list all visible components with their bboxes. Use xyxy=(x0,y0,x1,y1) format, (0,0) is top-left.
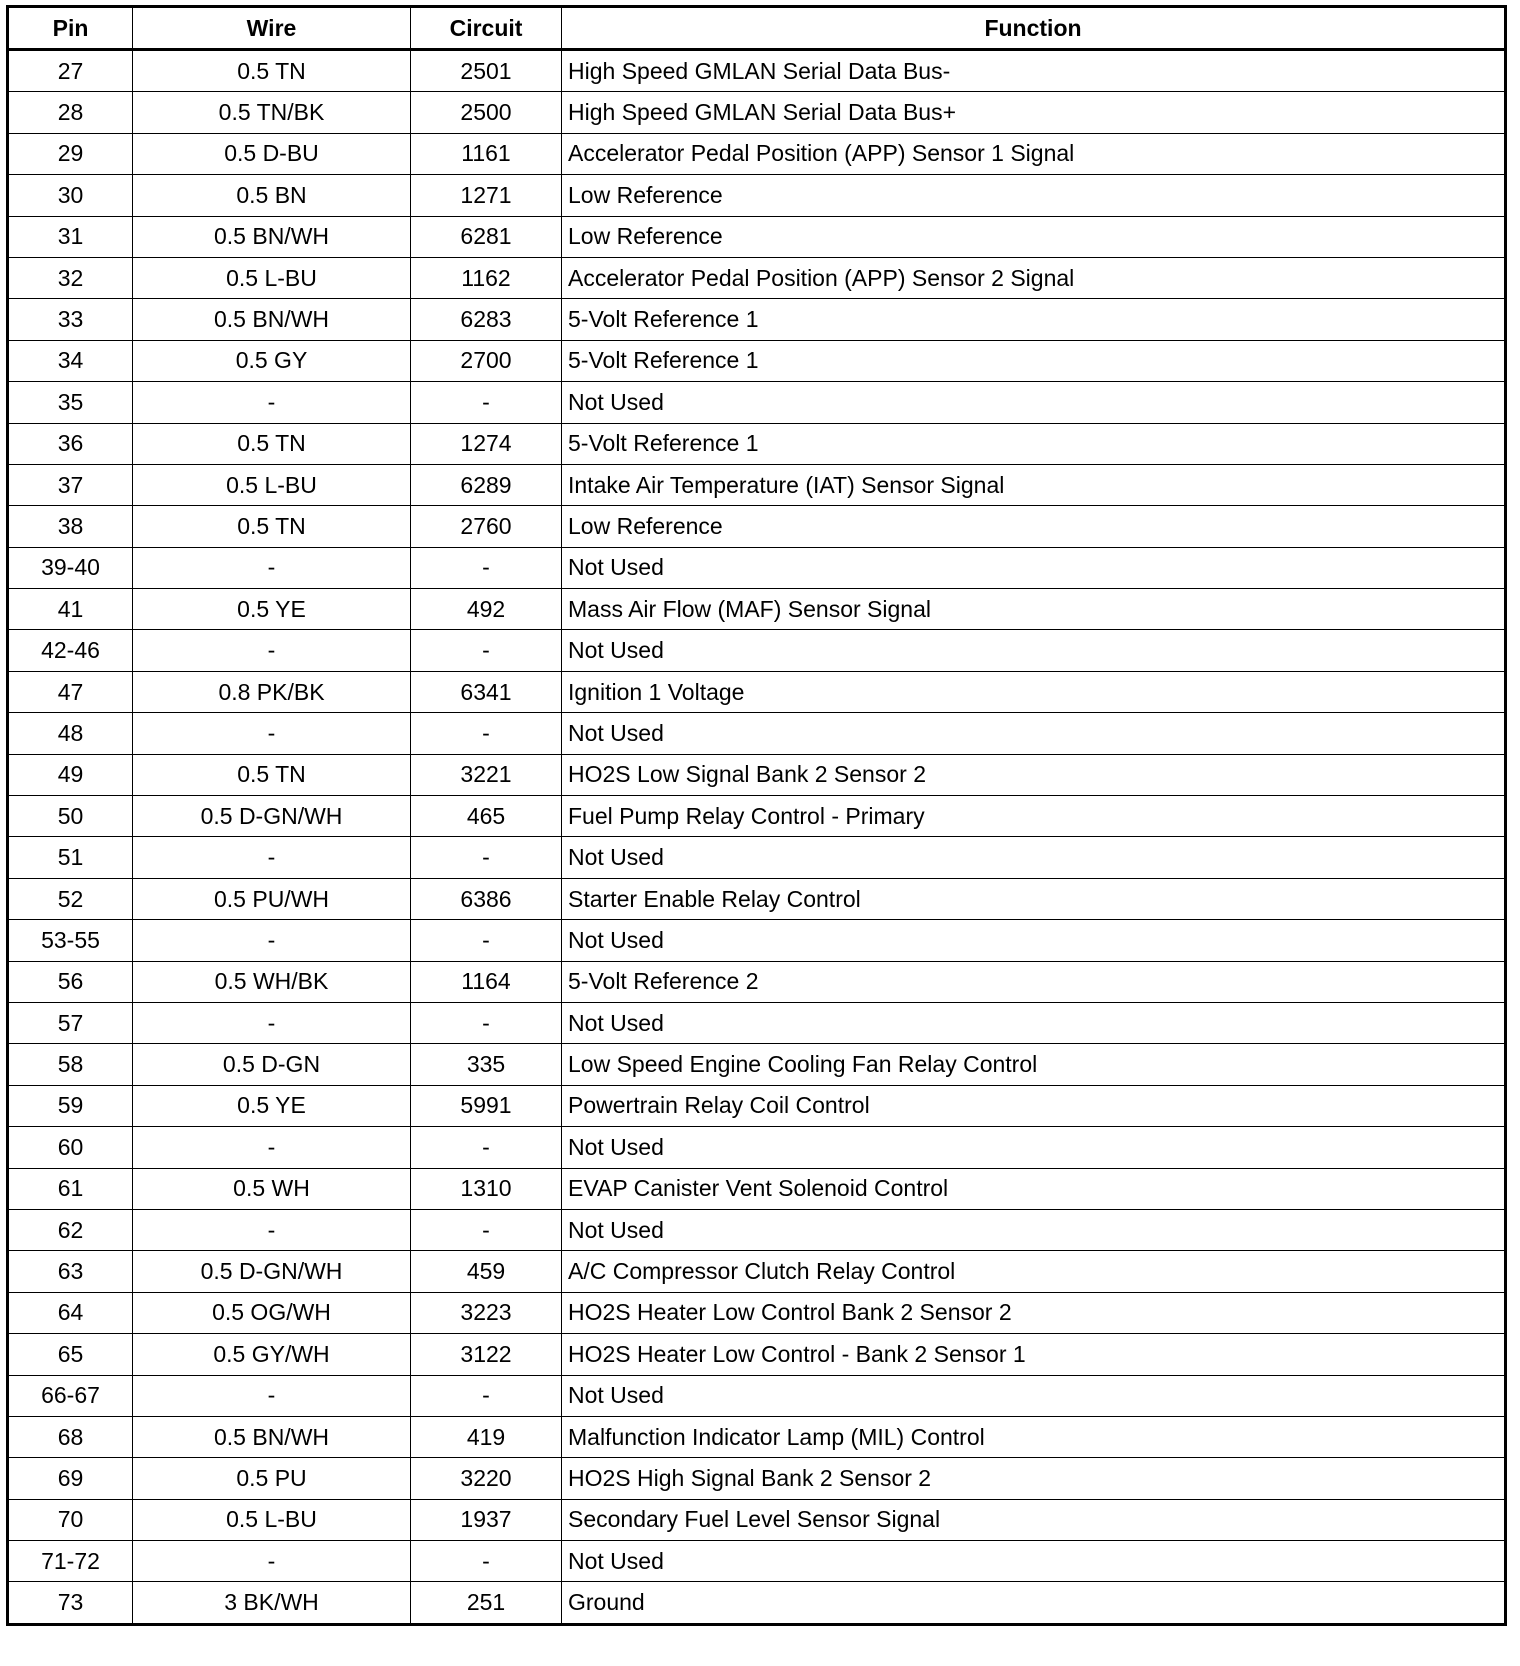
cell-circuit: 1937 xyxy=(411,1499,562,1540)
cell-circuit: 1161 xyxy=(411,133,562,174)
cell-wire: 0.5 WH xyxy=(133,1168,411,1209)
cell-function: 5-Volt Reference 1 xyxy=(562,299,1506,340)
cell-function: Not Used xyxy=(562,1127,1506,1168)
cell-circuit: 3220 xyxy=(411,1458,562,1499)
table-row xyxy=(8,1251,1506,1292)
table-row xyxy=(8,299,1506,340)
table-row xyxy=(8,175,1506,216)
cell-function: 5-Volt Reference 2 xyxy=(562,961,1506,1002)
cell-pin: 38 xyxy=(8,506,133,547)
connector-pinout-table xyxy=(6,5,1507,1626)
cell-pin: 34 xyxy=(8,340,133,381)
cell-wire: 0.5 TN/BK xyxy=(133,92,411,133)
cell-function: Low Speed Engine Cooling Fan Relay Control xyxy=(562,1044,1506,1085)
cell-function: Not Used xyxy=(562,1541,1506,1582)
table-row xyxy=(8,1582,1506,1624)
cell-function: Not Used xyxy=(562,837,1506,878)
cell-wire: - xyxy=(133,1375,411,1416)
cell-wire: 0.5 PU xyxy=(133,1458,411,1499)
cell-pin: 66-67 xyxy=(8,1375,133,1416)
cell-circuit: - xyxy=(411,837,562,878)
table-row xyxy=(8,1002,1506,1043)
cell-circuit: - xyxy=(411,713,562,754)
cell-circuit: 1271 xyxy=(411,175,562,216)
table-row xyxy=(8,133,1506,174)
cell-circuit: 3122 xyxy=(411,1334,562,1375)
cell-circuit: 2500 xyxy=(411,92,562,133)
cell-wire: - xyxy=(133,630,411,671)
cell-pin: 37 xyxy=(8,464,133,505)
cell-pin: 52 xyxy=(8,878,133,919)
table-row xyxy=(8,1292,1506,1333)
cell-function: HO2S Heater Low Control Bank 2 Sensor 2 xyxy=(562,1292,1506,1333)
cell-circuit: 1274 xyxy=(411,423,562,464)
cell-wire: 0.5 TN xyxy=(133,423,411,464)
cell-circuit: 492 xyxy=(411,589,562,630)
table-row xyxy=(8,796,1506,837)
cell-pin: 35 xyxy=(8,382,133,423)
table-row xyxy=(8,340,1506,381)
cell-pin: 70 xyxy=(8,1499,133,1540)
cell-function: A/C Compressor Clutch Relay Control xyxy=(562,1251,1506,1292)
cell-function: Malfunction Indicator Lamp (MIL) Control xyxy=(562,1416,1506,1457)
table-body xyxy=(8,50,1506,1625)
table-row xyxy=(8,754,1506,795)
cell-wire: - xyxy=(133,920,411,961)
cell-circuit: - xyxy=(411,1375,562,1416)
cell-pin: 60 xyxy=(8,1127,133,1168)
table-row xyxy=(8,1541,1506,1582)
cell-function: Accelerator Pedal Position (APP) Sensor 2 Signal xyxy=(562,257,1506,298)
cell-pin: 36 xyxy=(8,423,133,464)
cell-function: Ignition 1 Voltage xyxy=(562,671,1506,712)
cell-function: Starter Enable Relay Control xyxy=(562,878,1506,919)
cell-pin: 58 xyxy=(8,1044,133,1085)
cell-function: Powertrain Relay Coil Control xyxy=(562,1085,1506,1126)
cell-function: EVAP Canister Vent Solenoid Control xyxy=(562,1168,1506,1209)
cell-circuit: 6341 xyxy=(411,671,562,712)
cell-circuit: 6283 xyxy=(411,299,562,340)
cell-circuit: 2700 xyxy=(411,340,562,381)
cell-function: Fuel Pump Relay Control - Primary xyxy=(562,796,1506,837)
cell-function: HO2S Low Signal Bank 2 Sensor 2 xyxy=(562,754,1506,795)
cell-function: Intake Air Temperature (IAT) Sensor Signal xyxy=(562,464,1506,505)
cell-function: Low Reference xyxy=(562,506,1506,547)
cell-wire: - xyxy=(133,382,411,423)
cell-function: Not Used xyxy=(562,382,1506,423)
cell-pin: 71-72 xyxy=(8,1541,133,1582)
cell-wire: - xyxy=(133,1002,411,1043)
cell-circuit: - xyxy=(411,1209,562,1250)
cell-circuit: 459 xyxy=(411,1251,562,1292)
cell-wire: 0.5 TN xyxy=(133,50,411,92)
cell-circuit: 3223 xyxy=(411,1292,562,1333)
table-row xyxy=(8,1334,1506,1375)
table-row xyxy=(8,713,1506,754)
table-row xyxy=(8,92,1506,133)
cell-function: Ground xyxy=(562,1582,1506,1624)
cell-wire: 0.5 L-BU xyxy=(133,1499,411,1540)
cell-circuit: - xyxy=(411,547,562,588)
cell-function: High Speed GMLAN Serial Data Bus+ xyxy=(562,92,1506,133)
cell-circuit: - xyxy=(411,382,562,423)
table-row xyxy=(8,1044,1506,1085)
cell-circuit: 5991 xyxy=(411,1085,562,1126)
cell-pin: 51 xyxy=(8,837,133,878)
cell-function: Low Reference xyxy=(562,175,1506,216)
cell-function: Accelerator Pedal Position (APP) Sensor 1 Signal xyxy=(562,133,1506,174)
cell-wire: 3 BK/WH xyxy=(133,1582,411,1624)
cell-wire: 0.5 BN xyxy=(133,175,411,216)
cell-circuit: 3221 xyxy=(411,754,562,795)
table-row xyxy=(8,961,1506,1002)
cell-pin: 69 xyxy=(8,1458,133,1499)
header-function: Function xyxy=(562,7,1506,50)
cell-function: Not Used xyxy=(562,1209,1506,1250)
cell-pin: 39-40 xyxy=(8,547,133,588)
cell-function: 5-Volt Reference 1 xyxy=(562,340,1506,381)
cell-pin: 56 xyxy=(8,961,133,1002)
cell-circuit: - xyxy=(411,1127,562,1168)
table-row xyxy=(8,1127,1506,1168)
cell-wire: 0.5 BN/WH xyxy=(133,299,411,340)
cell-pin: 29 xyxy=(8,133,133,174)
cell-pin: 68 xyxy=(8,1416,133,1457)
cell-pin: 50 xyxy=(8,796,133,837)
cell-circuit: 6386 xyxy=(411,878,562,919)
cell-pin: 41 xyxy=(8,589,133,630)
cell-circuit: - xyxy=(411,1541,562,1582)
table-row xyxy=(8,1375,1506,1416)
cell-circuit: 1162 xyxy=(411,257,562,298)
cell-wire: 0.5 TN xyxy=(133,506,411,547)
cell-function: High Speed GMLAN Serial Data Bus- xyxy=(562,50,1506,92)
cell-pin: 59 xyxy=(8,1085,133,1126)
cell-wire: - xyxy=(133,1541,411,1582)
cell-circuit: 6289 xyxy=(411,464,562,505)
cell-wire: 0.5 L-BU xyxy=(133,257,411,298)
cell-pin: 30 xyxy=(8,175,133,216)
cell-circuit: - xyxy=(411,920,562,961)
cell-wire: 0.5 D-GN xyxy=(133,1044,411,1085)
cell-wire: 0.5 GY/WH xyxy=(133,1334,411,1375)
table-row xyxy=(8,506,1506,547)
table-row xyxy=(8,1085,1506,1126)
cell-circuit: 1164 xyxy=(411,961,562,1002)
table-row xyxy=(8,216,1506,257)
cell-wire: - xyxy=(133,713,411,754)
cell-pin: 62 xyxy=(8,1209,133,1250)
cell-pin: 53-55 xyxy=(8,920,133,961)
cell-wire: - xyxy=(133,1209,411,1250)
table-row xyxy=(8,837,1506,878)
cell-wire: - xyxy=(133,837,411,878)
cell-wire: 0.5 PU/WH xyxy=(133,878,411,919)
cell-function: Not Used xyxy=(562,547,1506,588)
cell-pin: 48 xyxy=(8,713,133,754)
cell-wire: 0.5 L-BU xyxy=(133,464,411,505)
table-row xyxy=(8,423,1506,464)
cell-function: Not Used xyxy=(562,713,1506,754)
cell-pin: 64 xyxy=(8,1292,133,1333)
cell-circuit: 251 xyxy=(411,1582,562,1624)
cell-wire: 0.5 YE xyxy=(133,1085,411,1126)
cell-wire: 0.5 BN/WH xyxy=(133,1416,411,1457)
cell-pin: 47 xyxy=(8,671,133,712)
cell-function: HO2S High Signal Bank 2 Sensor 2 xyxy=(562,1458,1506,1499)
cell-function: Secondary Fuel Level Sensor Signal xyxy=(562,1499,1506,1540)
table-row xyxy=(8,630,1506,671)
cell-pin: 31 xyxy=(8,216,133,257)
cell-wire: 0.5 D-GN/WH xyxy=(133,1251,411,1292)
cell-circuit: 1310 xyxy=(411,1168,562,1209)
table-row xyxy=(8,382,1506,423)
cell-circuit: 6281 xyxy=(411,216,562,257)
cell-pin: 27 xyxy=(8,50,133,92)
cell-wire: 0.5 WH/BK xyxy=(133,961,411,1002)
cell-pin: 49 xyxy=(8,754,133,795)
cell-function: Not Used xyxy=(562,630,1506,671)
cell-function: Mass Air Flow (MAF) Sensor Signal xyxy=(562,589,1506,630)
cell-wire: 0.5 D-GN/WH xyxy=(133,796,411,837)
table-row xyxy=(8,671,1506,712)
table-row xyxy=(8,878,1506,919)
header-wire: Wire xyxy=(133,7,411,50)
table-row xyxy=(8,1499,1506,1540)
table-row xyxy=(8,920,1506,961)
cell-circuit: - xyxy=(411,630,562,671)
cell-pin: 57 xyxy=(8,1002,133,1043)
table-header-row xyxy=(8,7,1506,50)
table-row xyxy=(8,1416,1506,1457)
cell-wire: 0.8 PK/BK xyxy=(133,671,411,712)
cell-circuit: 335 xyxy=(411,1044,562,1085)
cell-pin: 61 xyxy=(8,1168,133,1209)
cell-function: Not Used xyxy=(562,1002,1506,1043)
cell-circuit: 419 xyxy=(411,1416,562,1457)
cell-function: Not Used xyxy=(562,1375,1506,1416)
cell-wire: 0.5 OG/WH xyxy=(133,1292,411,1333)
table-row xyxy=(8,547,1506,588)
cell-wire: 0.5 D-BU xyxy=(133,133,411,174)
header-pin: Pin xyxy=(8,7,133,50)
cell-pin: 28 xyxy=(8,92,133,133)
cell-circuit: 2501 xyxy=(411,50,562,92)
cell-wire: - xyxy=(133,547,411,588)
cell-pin: 63 xyxy=(8,1251,133,1292)
table-row xyxy=(8,50,1506,92)
cell-function: 5-Volt Reference 1 xyxy=(562,423,1506,464)
cell-wire: - xyxy=(133,1127,411,1168)
table-row xyxy=(8,257,1506,298)
cell-function: Low Reference xyxy=(562,216,1506,257)
table-row xyxy=(8,1209,1506,1250)
table-row xyxy=(8,589,1506,630)
table-row xyxy=(8,464,1506,505)
table-row xyxy=(8,1168,1506,1209)
cell-pin: 65 xyxy=(8,1334,133,1375)
cell-circuit: 465 xyxy=(411,796,562,837)
cell-wire: 0.5 BN/WH xyxy=(133,216,411,257)
cell-circuit: - xyxy=(411,1002,562,1043)
cell-function: HO2S Heater Low Control - Bank 2 Sensor 1 xyxy=(562,1334,1506,1375)
cell-wire: 0.5 GY xyxy=(133,340,411,381)
cell-pin: 32 xyxy=(8,257,133,298)
cell-pin: 33 xyxy=(8,299,133,340)
header-circuit: Circuit xyxy=(411,7,562,50)
table-row xyxy=(8,1458,1506,1499)
cell-pin: 42-46 xyxy=(8,630,133,671)
cell-wire: 0.5 TN xyxy=(133,754,411,795)
cell-function: Not Used xyxy=(562,920,1506,961)
cell-pin: 73 xyxy=(8,1582,133,1624)
cell-wire: 0.5 YE xyxy=(133,589,411,630)
cell-circuit: 2760 xyxy=(411,506,562,547)
